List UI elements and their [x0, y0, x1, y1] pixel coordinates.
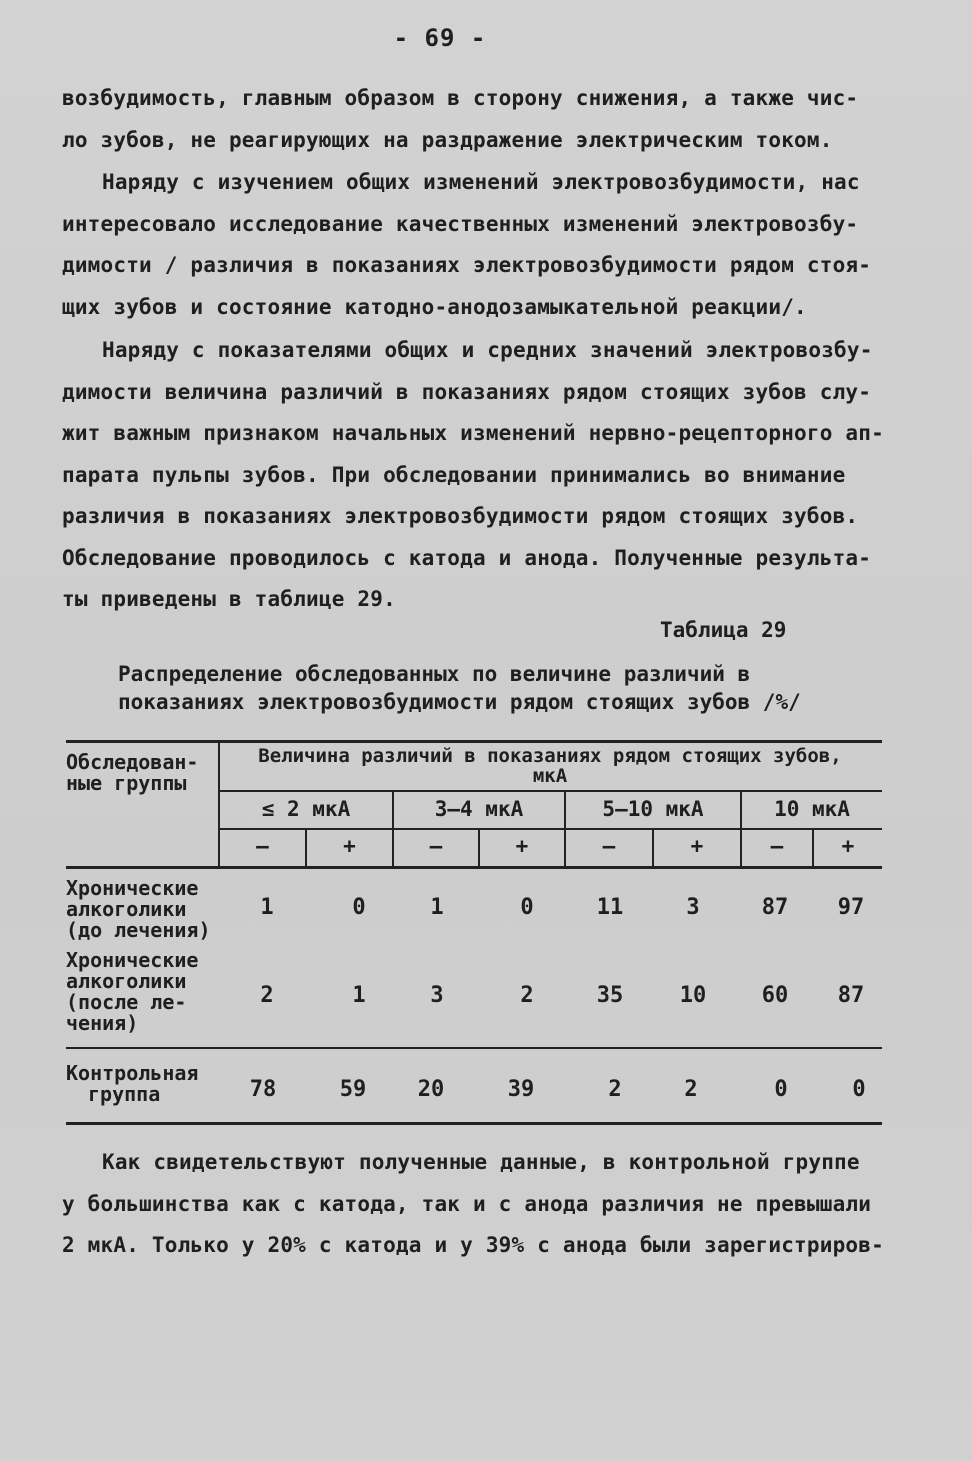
paragraph-line: Как свидетельствуют полученные данные, в контрольной группе [102, 1150, 860, 1174]
table-cell: 20 [417, 1077, 445, 1102]
table-cell: 97 [837, 895, 865, 920]
table-sign-rule [218, 828, 882, 830]
table-cell: 59 [339, 1077, 367, 1102]
sign-plus: + [841, 834, 855, 858]
row-label-line: (после ле- [66, 990, 187, 1014]
table-cell: 10 [679, 983, 707, 1008]
paragraph-line: у большинства как с катода, так и с анода различия не превышали [62, 1191, 872, 1216]
sign-plus: + [515, 834, 529, 858]
paragraph-line: ло зубов, не реагирующих на раздражение электрическим током. [62, 127, 833, 152]
paragraph-line: Наряду с показателями общих и средних значений электровозбу- [102, 338, 873, 362]
table-header-bottom-rule [66, 866, 882, 869]
range-header: 5–10 мкА [602, 797, 704, 821]
paragraph-2 [62, 162, 882, 328]
paragraph-1 [62, 78, 882, 161]
row-label [66, 950, 216, 1034]
table-cell: 1 [352, 983, 366, 1008]
table-cell: 87 [837, 983, 865, 1008]
table-title [118, 660, 838, 716]
sign-minus: – [770, 834, 784, 858]
row-label-line: чения) [66, 1011, 139, 1035]
sign-plus: + [690, 834, 704, 858]
sign-plus: + [343, 834, 356, 858]
paragraph-line: возбудимость, главным образом в сторону снижения, а также чис- [62, 86, 859, 110]
paragraph-line: димости величина различий в показаниях рядом стоящих зубов слу- [62, 379, 872, 404]
paragraph-line: парата пульпы зубов. При обследовании принимались во внимание [62, 462, 846, 487]
table-cell: 78 [249, 1077, 277, 1102]
table-cell: 3 [686, 895, 700, 920]
table-caption: Таблица 29 [660, 618, 787, 642]
header-line: ные группы [66, 771, 187, 795]
table-cell: 3 [430, 983, 444, 1008]
table-cell: 0 [852, 1077, 866, 1102]
paragraph-line: различия в показаниях электровозбудимости рядом стоящих зубов. [62, 504, 859, 528]
paragraph-line: ты приведены в таблице 29. [62, 587, 396, 611]
sign-minus: – [602, 834, 616, 858]
table-bottom-rule [66, 1122, 882, 1125]
paragraph-line: 2 мкА. Только у 20% с катода и у 39% с анода были зарегистриров- [62, 1233, 884, 1257]
paragraph-line: димости / различия в показаниях электровозбудимости рядом стоя- [62, 253, 872, 277]
paragraph-3 [62, 330, 882, 621]
row-label-line: Хронические [66, 948, 199, 972]
span-header: Величина различий в показаниях рядом стоящих зубов, мкА [258, 745, 842, 787]
table-cell: 2 [608, 1077, 622, 1102]
range-header: 3–4 мкА [434, 797, 524, 821]
header-line: Обследован- [66, 750, 199, 774]
page-number: - 69 - [393, 24, 487, 52]
row-label-line: алкоголики [66, 897, 187, 921]
table-cell: 0 [774, 1077, 788, 1102]
paragraph-line: интересовало исследование качественных изменений электровозбу- [62, 211, 859, 236]
paragraph-line: щих зубов и состояние катодно-анодозамыкательной реакции/. [62, 294, 807, 319]
table-cell: 2 [260, 983, 274, 1008]
table-cell: 11 [596, 895, 624, 920]
group-column-header [66, 752, 216, 794]
table-cell: 2 [684, 1077, 698, 1102]
paragraph-line: Обследование проводилось с катода и анода. Полученные результа- [62, 545, 872, 570]
range-header: 10 мкА [774, 797, 850, 821]
table-control-rule [66, 1047, 882, 1049]
table-cell: 87 [761, 895, 789, 920]
row-label [66, 1063, 216, 1105]
table-title-line: показаниях электровозбудимости рядом стоящих зубов /%/ [118, 690, 801, 714]
table-cell: 39 [507, 1077, 535, 1102]
paragraph-line: жит важным признаком начальных изменений нервно-рецепторного ап- [62, 421, 884, 445]
table-cell: 60 [761, 983, 789, 1008]
table-top-rule [66, 740, 882, 743]
table-cell: 2 [520, 983, 534, 1008]
table-cell: 1 [260, 895, 274, 920]
row-label-line: (до лечения) [66, 918, 211, 942]
table-range-rule [218, 790, 882, 792]
row-label-line: группа [88, 1082, 161, 1106]
paragraph-4 [62, 1142, 882, 1267]
row-label [66, 878, 216, 941]
row-label-line: Контрольная [66, 1061, 199, 1085]
row-label-line: Хронические [66, 876, 199, 900]
table-cell: 0 [520, 895, 534, 920]
sign-minus: – [256, 834, 269, 858]
paragraph-line: Наряду с изучением общих изменений электровозбудимости, нас [102, 170, 860, 194]
table-cell: 1 [430, 895, 444, 920]
range-header: ≤ 2 мкА [261, 797, 351, 821]
row-label-line: алкоголики [66, 969, 187, 993]
table-cell: 0 [352, 895, 366, 920]
table-title-line: Распределение обследованных по величине различий в [118, 662, 751, 686]
sign-minus: – [429, 834, 443, 858]
table-cell: 35 [596, 983, 624, 1008]
